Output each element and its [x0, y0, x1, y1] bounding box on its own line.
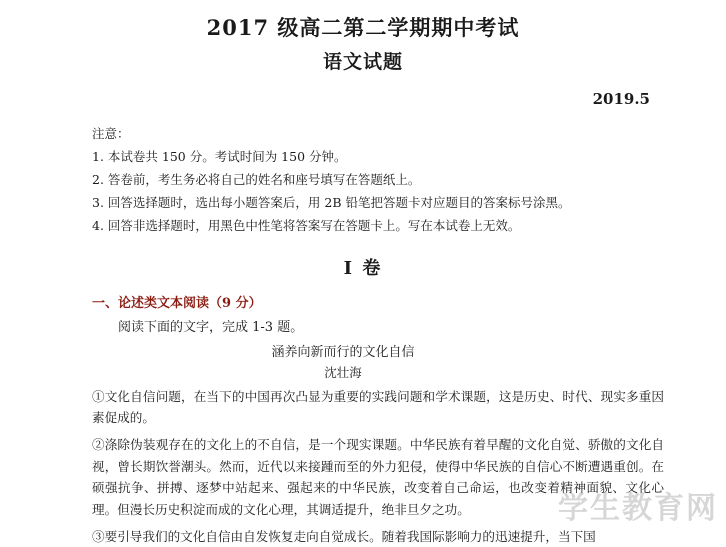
article-paragraph: ②涤除伪装观存在的文化上的不自信，是一个现实课题。中华民族有着早醒的文化自觉、骄傲的文化自视，曾长期饮誉潮头。然而，近代以来接踵而至的外力犯侵，使得中华民族的自信心不断遭遇重创。在硕强抗争、拼搏、逐梦中站起来、强起来的中华民族，改变着自己命运，也改变着精神面貌、文化心理。但漫长历史积淀而成的文化心理，其调适提升，绝非旦夕之功。	[92, 436, 664, 517]
notice-item: 3. 回答选择题时，选出每小题答案后，用 2B 铅笔把答题卡对应题目的答案标号涂黑。	[92, 195, 571, 211]
article-paragraph: ③要引导我们的文化自信由自发恢复走向自觉成长。随着我国际影响力的迅速提升，当下国	[92, 528, 596, 544]
page-title: 2017 级高二第二学期期中考试	[206, 15, 520, 40]
exam-date: 2019.5	[592, 89, 650, 108]
section-heading: 一、论述类文本阅读（9 分）	[92, 295, 262, 311]
notice-heading: 注意：	[92, 125, 130, 141]
article-author: 沈壮海	[324, 364, 362, 380]
watermark: 学生教育网	[558, 491, 718, 526]
page-subtitle: 语文试题	[322, 51, 403, 74]
paper-part-label: Ⅰ 卷	[343, 257, 383, 279]
notice-item: 2. 答卷前，考生务必将自己的姓名和座号填写在答题纸上。	[92, 172, 421, 188]
article-title: 涵养向新而行的文化自信	[271, 344, 415, 360]
article-paragraph: ①文化自信问题，在当下的中国再次凸显为重要的实践问题和学术课题，这是历史、时代、现实多重因素促成的。	[92, 388, 664, 426]
document-page	[0, 14, 726, 544]
notice-item: 4. 回答非选择题时，用黑色中性笔将答案写在答题卡上。写在本试卷上无效。	[92, 218, 521, 234]
notice-item: 1. 本试卷共 150 分。考试时间为 150 分钟。	[92, 149, 347, 165]
section-instruction: 阅读下面的文字，完成 1-3 题。	[118, 319, 304, 335]
notice-block	[0, 122, 726, 238]
